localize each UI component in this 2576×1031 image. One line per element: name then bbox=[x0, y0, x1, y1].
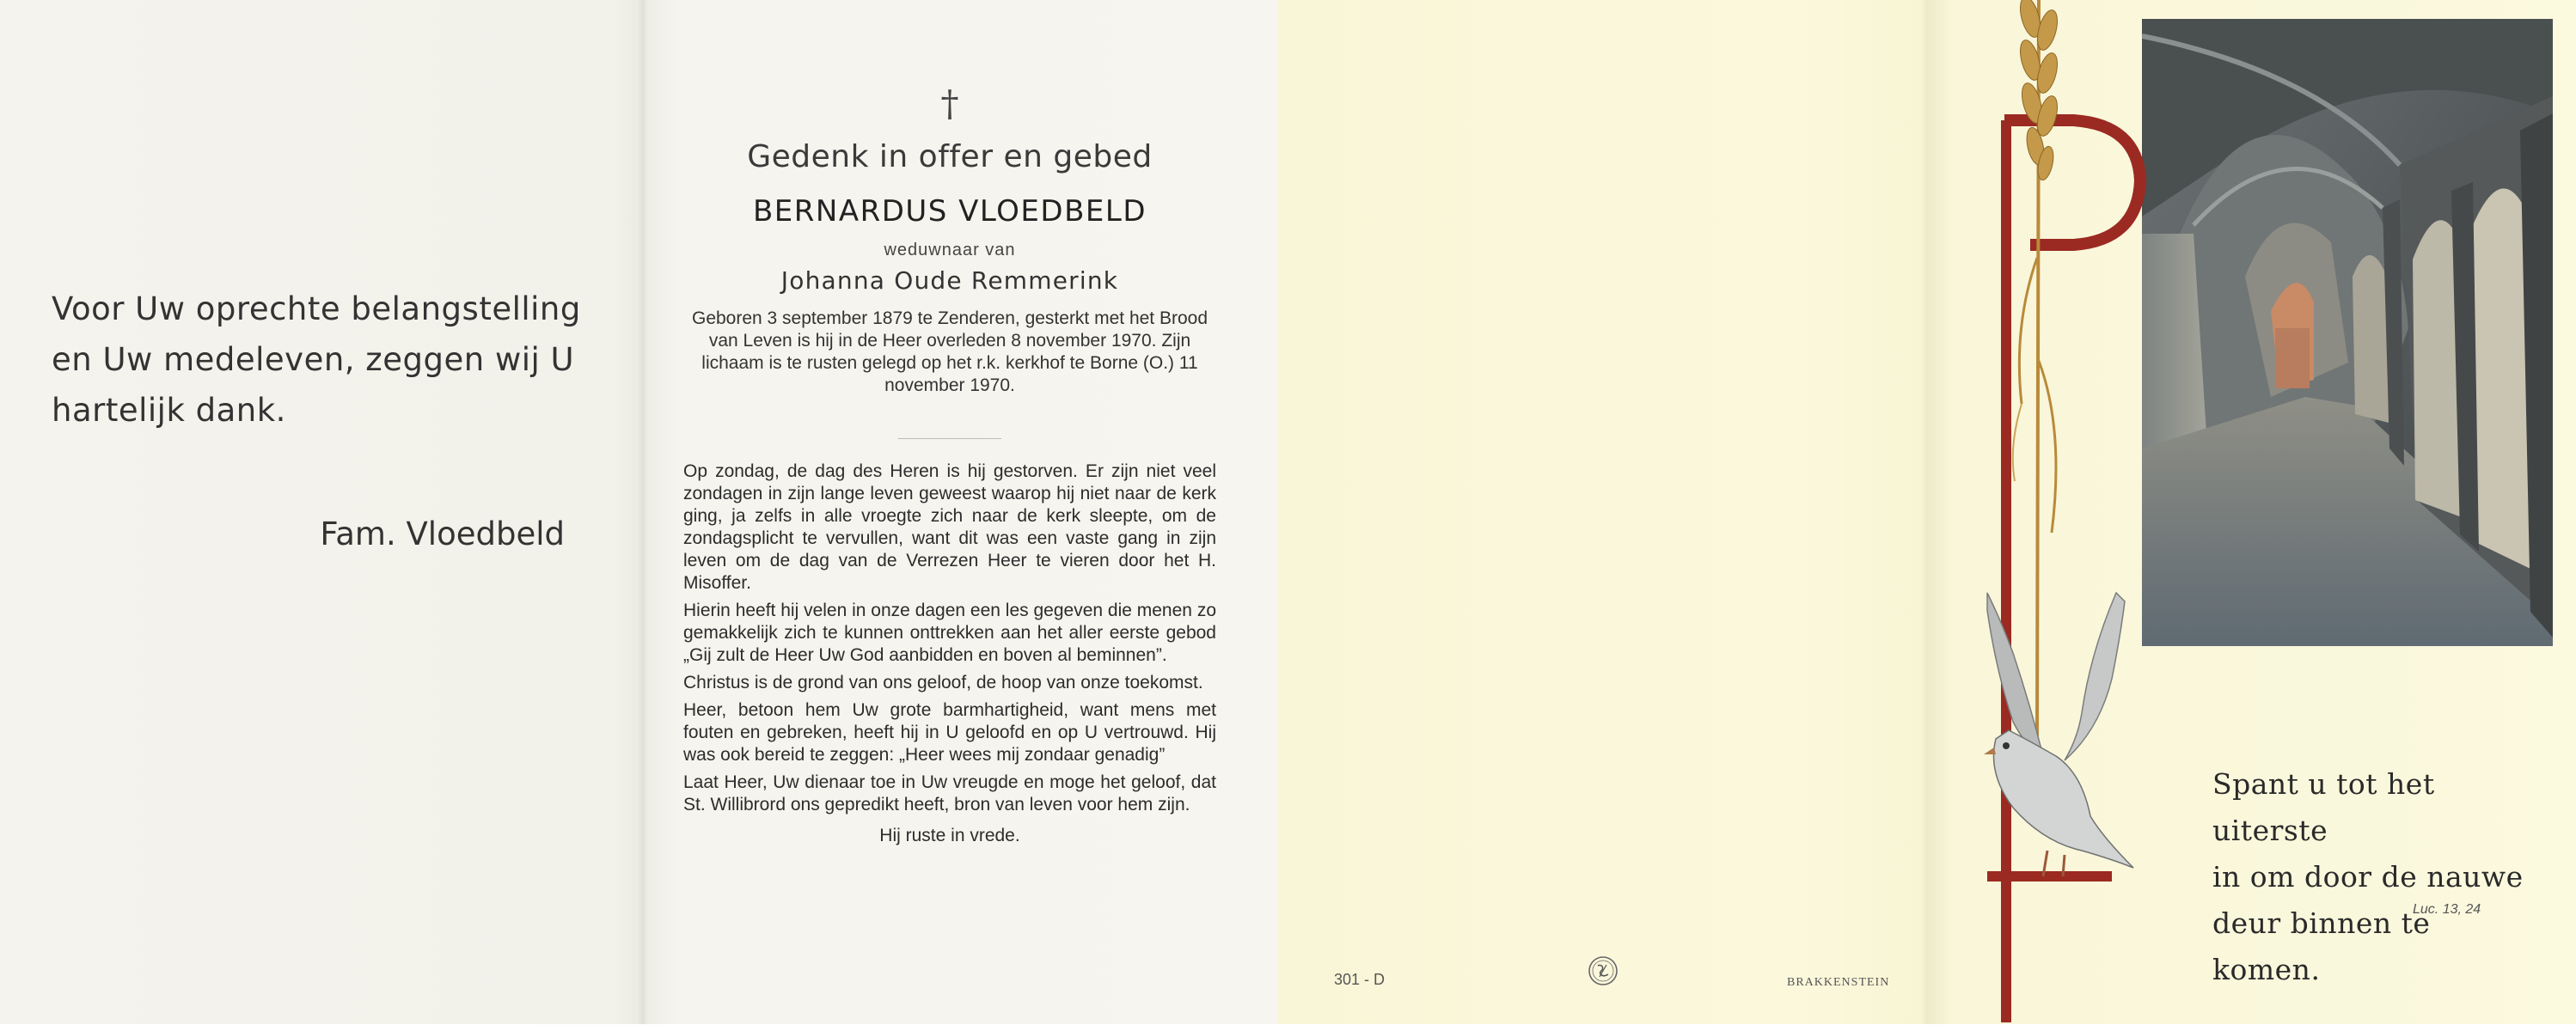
memorial-card-outside bbox=[1278, 0, 2576, 1024]
divider bbox=[898, 438, 1001, 439]
paragraph: Christus is de grond van ons geloof, de hoop van onze toekomst. bbox=[683, 673, 1203, 692]
quote-line: Spant u tot het uiterste bbox=[2212, 767, 2435, 847]
widower-label: weduwnaar van bbox=[884, 241, 1016, 259]
memorial-text bbox=[683, 461, 1216, 852]
quote-line: in om door de nauwe bbox=[2212, 860, 2524, 894]
printer-name: BRAKKENSTEIN bbox=[1787, 976, 1890, 989]
memorial-card-inside bbox=[0, 0, 1278, 1024]
paragraph: Heer, betoon hem Uw grote barmhartigheid, want mens met fouten en gebreken, heeft hij in U geloofd en op U vertrouwd. Hij was ook bereid te zeggen: „Heer wees mij zondaar genadig” bbox=[683, 700, 1216, 765]
family-signature: Fam. Vloedbeld bbox=[320, 516, 565, 552]
paragraph: Hierin heeft hij velen in onze dagen een les gegeven die menen zo gemakkelijk zich te kunnen onttrekken aan het aller eerste gebod „Gij zult de Heer Uw God aanbidden en boven al beminnen”. bbox=[683, 601, 1216, 665]
fold-crease bbox=[638, 0, 648, 1024]
scripture-reference: Luc. 13, 24 bbox=[2413, 902, 2481, 917]
biography: Geboren 3 september 1879 te Zenderen, gesterkt met het Brood van Leven is hij in de Heer overleden 8 november 1970. Zijn lichaam is te rusten gelegd op het r.k. kerkhof te Borne (O.) 11 november 1970. bbox=[691, 308, 1208, 395]
spouse-name: Johanna Oude Remmerink bbox=[780, 266, 1119, 295]
quote-line: deur binnen te komen. bbox=[2212, 906, 2431, 986]
intro-line: Gedenk in offer en gebed bbox=[747, 139, 1153, 174]
closing-line: Hij ruste in vrede. bbox=[879, 826, 1020, 845]
print-code: 301 - D bbox=[1334, 971, 1386, 988]
paragraph: Laat Heer, Uw dienaar toe in Uw vreugde en moge het geloof, dat St. Willibrord ons gepredikt heeft, bron van leven voor hem zijn. bbox=[683, 772, 1216, 814]
circular-monogram-icon bbox=[1588, 955, 1618, 986]
deceased-name: BERNARDUS VLOEDBELD bbox=[752, 194, 1147, 229]
cloister-photo bbox=[2142, 19, 2553, 646]
paragraph: Op zondag, de dag des Heren is hij gestorven. Er zijn niet veel zondagen in zijn lange leven geweest waarop hij niet naar de kerk ging, ja zelfs in alle vroegte zich naar de kerk sleepte, om de zondagsplicht te vervullen, want dit was een vaste gang in zijn leven om de dag van de Verrezen Heer te vieren door het H. Misoffer. bbox=[683, 461, 1216, 593]
scripture-quote bbox=[2212, 761, 2539, 993]
thanks-message: Voor Uw oprechte belangstelling en Uw medeleven, zeggen wij U hartelijk dank. bbox=[52, 290, 581, 429]
chi-rho-wheat-dove-icon bbox=[1961, 0, 2185, 1024]
cross-icon: † bbox=[940, 82, 959, 125]
